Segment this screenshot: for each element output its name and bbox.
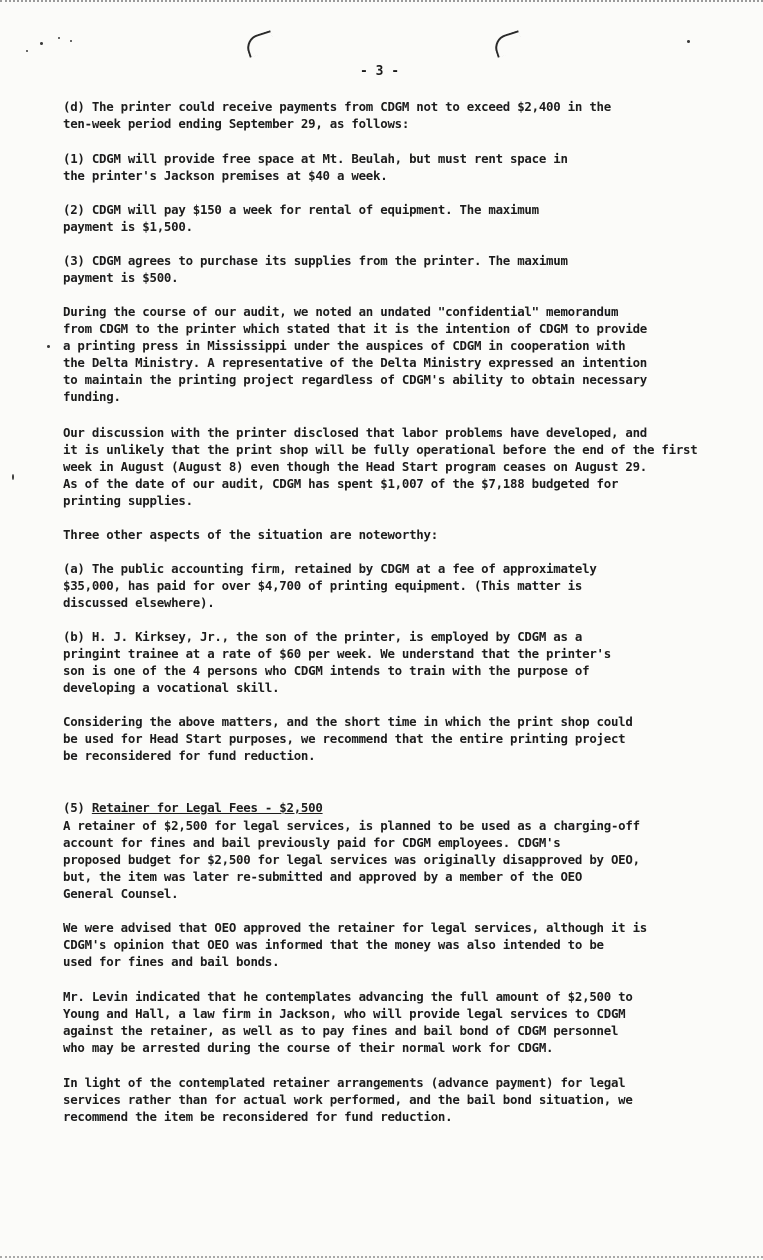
scan-speck bbox=[47, 345, 50, 348]
scan-speck bbox=[12, 474, 14, 480]
scan-speck bbox=[58, 37, 60, 39]
binder-hole-mark-right bbox=[492, 30, 525, 58]
paragraph-d-payments: (d) The printer could receive payments from CDGM not to exceed $2,400 in the ten-week period ending September 29, as follows: bbox=[63, 99, 611, 131]
section-heading-title: Retainer for Legal Fees - $2,500 bbox=[91, 800, 323, 815]
paragraph-recommendation-legal: In light of the contemplated retainer arrangements (advance payment) for legal services rather than for actual work performed, and the bail bond situation, we recommend the item be reconsidered for fund reduction. bbox=[63, 1075, 633, 1124]
paragraph-levin: Mr. Levin indicated that he contemplates advancing the full amount of $2,500 to Young and Hall, a law firm in Jackson, who will provide legal services to CDGM against the retainer, as well as to pay fines and bail bond of CDGM personnel who may be arrested during the course of their normal work for CDGM. bbox=[63, 989, 633, 1055]
paragraph-oeo-approval: We were advised that OEO approved the retainer for legal services, although it is CDGM's opinion that OEO was informed that the money was also intended to be used for fines and bail bonds. bbox=[63, 920, 647, 969]
paragraph-retainer: A retainer of $2,500 for legal services, is planned to be used as a charging-off account for fines and bail previously paid for CDGM employees. CDGM's proposed budget for $2,500 for legal services was originally disapproved by OEO, but, the item was later re-submitted and approved by a member of the OEO General Counsel. bbox=[63, 818, 640, 901]
paragraph-b-kirksey: (b) H. J. Kirksey, Jr., the son of the printer, is employed by CDGM as a pringint trainee at a rate of $60 per week. We understand that the printer's son is one of the 4 persons who CDGM intends to train with the purpose of developing a vocational skill. bbox=[63, 629, 611, 695]
scan-speck bbox=[70, 40, 72, 42]
paragraph-d1-space: (1) CDGM will provide free space at Mt. Beulah, but must rent space in the printer's Jackson premises at $40 a week. bbox=[63, 151, 568, 183]
section-heading-legal-fees bbox=[63, 782, 703, 816]
scan-speck bbox=[687, 40, 690, 43]
section-heading-number: (5) bbox=[63, 800, 92, 815]
paragraph-memorandum: During the course of our audit, we noted an undated "confidential" memorandum from CDGM to the printer which stated that it is the intention of CDGM to provide a printing press in Mississippi under the auspices of CDGM in cooperation with the Delta Ministry. A representative of the Delta Ministry expressed an intention to maintain the printing project regardless of CDGM's ability to obtain necessary funding. bbox=[63, 304, 647, 404]
paragraph-labor-problems: Our discussion with the printer disclosed that labor problems have developed, and it is unlikely that the print shop will be fully operational before the end of the first week in August (August 8) even though the Head Start program ceases on August 29. As of the date of our audit, CDGM has spent $1,007 of the $7,188 budgeted for printing supplies. bbox=[63, 425, 698, 508]
page-number: - 3 - bbox=[360, 64, 400, 79]
paragraph-a-accounting-firm: (a) The public accounting firm, retained by CDGM at a fee of approximately $35,000, has paid for over $4,700 of printing equipment. (This matter is discussed elsewhere). bbox=[63, 561, 597, 610]
scan-edge-bottom bbox=[0, 1253, 763, 1258]
paragraph-d3-supplies: (3) CDGM agrees to purchase its supplies from the printer. The maximum payment is $500. bbox=[63, 253, 568, 285]
paragraph-three-aspects: Three other aspects of the situation are noteworthy: bbox=[63, 527, 438, 542]
scan-speck bbox=[26, 50, 28, 52]
paragraph-d2-equipment: (2) CDGM will pay $150 a week for rental of equipment. The maximum payment is $1,500. bbox=[63, 202, 539, 234]
paragraph-recommendation-printing: Considering the above matters, and the short time in which the print shop could be used for Head Start purposes, we recommend that the entire printing project be reconsidered for fund reduction. bbox=[63, 714, 633, 763]
scan-speck bbox=[40, 42, 43, 45]
binder-hole-mark-left bbox=[244, 30, 277, 58]
scan-edge-top bbox=[0, 0, 763, 6]
